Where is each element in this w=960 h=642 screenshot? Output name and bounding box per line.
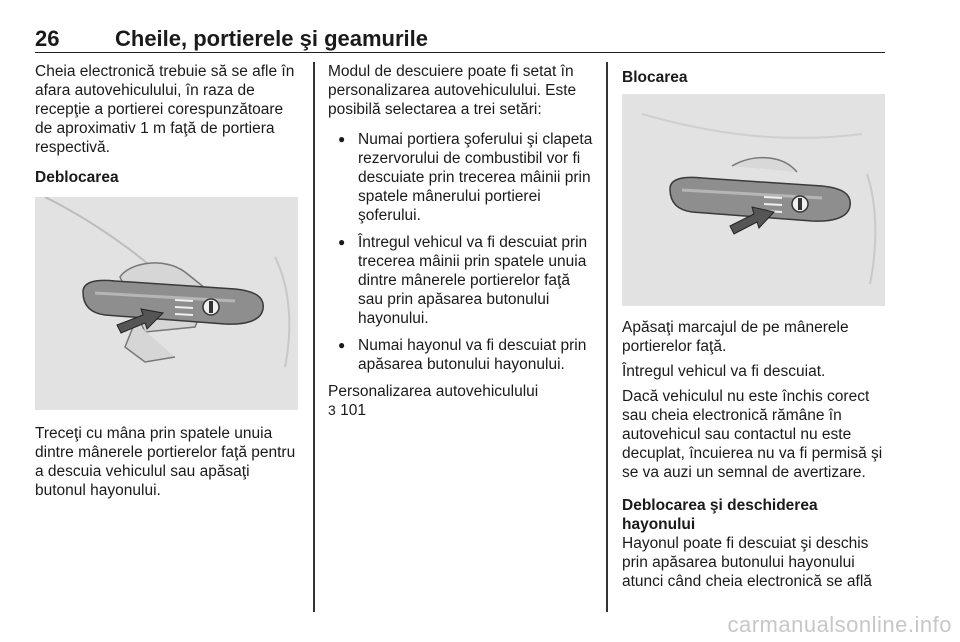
column-divider <box>606 62 608 612</box>
section-heading: Blocarea <box>622 69 688 86</box>
paragraph: Hayonul poate fi descuiat şi deschis prin apăsarea butonului hayonului atunci când cheia electronică se află <box>622 535 872 590</box>
cross-reference[interactable] <box>328 382 596 420</box>
page-reference-symbol: 3 <box>328 402 336 418</box>
column-divider <box>313 62 315 612</box>
list-item: ● Numai portiera şoferului şi clapeta rezervorului de combustibil vor fi descuiate prin trecerea mâinii prin spatele mânerului portierei şoferului. <box>328 130 596 225</box>
cross-reference-label: Personalizarea autovehiculului <box>328 383 539 400</box>
watermark: carmanualsonline.info <box>727 612 952 637</box>
page-number: 26 <box>35 26 60 51</box>
column-1 <box>35 62 303 201</box>
page-header <box>35 18 885 53</box>
door-handle-press-icon <box>622 94 885 306</box>
column-3-text <box>622 318 890 597</box>
list-item: ● Întregul vehicul va fi descuiat prin trecerea mâinii prin spatele unuia dintre mânerele portierelor faţă sau prin apăsarea butonului hayonului. <box>328 233 596 328</box>
paragraph: Întregul vehicul va fi descuiat. <box>622 363 826 380</box>
settings-list <box>328 130 596 374</box>
paragraph-after-figure: Treceţi cu mâna prin spatele unuia dintre mânerele portierelor faţă pentru a descuia vehiculul sau apăsaţi butonul hayonului. <box>35 425 296 499</box>
paragraph: Apăsaţi marcajul de pe mânerele portierelor faţă. <box>622 319 849 355</box>
section-heading: Deblocarea şi deschiderea hayonului <box>622 497 818 533</box>
page-reference-number: 101 <box>340 402 366 419</box>
paragraph: Dacă vehiculul nu este închis corect sau cheia electronică rămâne în autovehicul sau contactul nu este decuplat, încuierea nu va fi permisă şi se va auzi un semnal de avertizare. <box>622 388 883 481</box>
paragraph: Modul de descuiere poate fi setat în personalizarea autovehiculului. Este posibilă selectarea a trei setări: <box>328 63 577 118</box>
section-heading: Deblocarea <box>35 169 119 186</box>
chapter-title: Cheile, portierele şi geamurile <box>115 26 429 51</box>
door-handle-hand-icon <box>35 197 298 410</box>
paragraph: Cheia electronică trebuie să se afle în afara autovehiculului, în raza de recepţie a portierei corespunzătoare de aproximativ 1 m faţă de portiera respectivă. <box>35 63 295 156</box>
list-item: ● Numai hayonul va fi descuiat prin apăsarea butonului hayonului. <box>328 336 596 374</box>
column-2 <box>328 62 596 420</box>
